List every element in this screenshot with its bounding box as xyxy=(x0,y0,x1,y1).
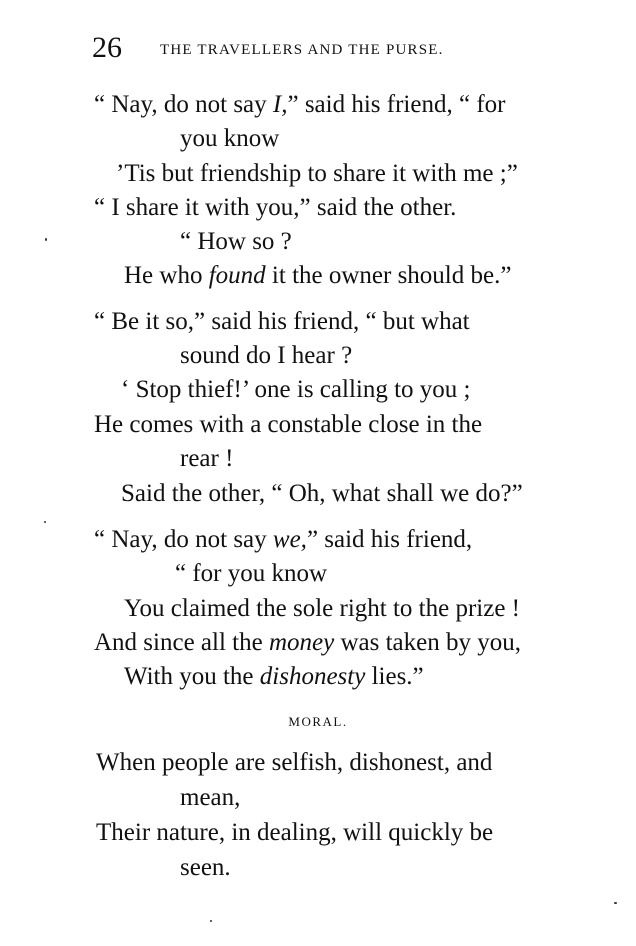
line-text: was taken by you, xyxy=(334,629,521,656)
line-text: And since all the xyxy=(94,629,269,656)
poem-line: “ How so ? xyxy=(180,228,292,255)
page-number: 26 xyxy=(92,31,122,64)
poem-line: you know xyxy=(180,125,280,152)
poem-line: When people are selfish, dishonest, and xyxy=(96,749,493,776)
scan-speck xyxy=(44,521,46,523)
poem-line xyxy=(124,260,511,292)
poem-line: rear ! xyxy=(180,445,234,472)
poem-line xyxy=(94,89,505,121)
poem-line: mean, xyxy=(180,784,241,811)
line-text: ” said his friend, xyxy=(306,526,473,553)
poem-line: Their nature, in dealing, will quickly be xyxy=(96,819,494,846)
poem-line xyxy=(94,524,472,556)
line-text: “ Nay, do not say xyxy=(94,526,273,553)
line-text: “ Nay, do not say xyxy=(94,91,273,118)
poem-line: “ for you know xyxy=(175,560,328,587)
poem-line xyxy=(94,627,521,659)
poem-line: “ I share it with you,” said the other. xyxy=(94,194,457,221)
moral-heading: MORAL. xyxy=(288,714,348,729)
scan-speck xyxy=(614,902,617,904)
poem-line xyxy=(124,661,424,693)
poem-line: ‘ Stop thief!’ one is calling to you ; xyxy=(121,376,471,403)
line-text: With you the xyxy=(124,663,260,690)
emphasis-text: I, xyxy=(272,91,288,118)
poem-line: ’Tis but friendship to share it with me ;” xyxy=(116,160,518,187)
poem-line: Said the other, “ Oh, what shall we do?” xyxy=(121,480,523,507)
poem-line: You claimed the sole right to the prize ! xyxy=(124,595,520,622)
poem-line: He comes with a constable close in the xyxy=(94,411,483,438)
emphasis-text: found xyxy=(208,262,266,289)
scan-speck xyxy=(210,920,212,922)
line-text: lies.” xyxy=(365,663,424,690)
scan-speck xyxy=(45,238,47,241)
emphasis-text: dishonesty xyxy=(259,663,366,690)
poem-line: seen. xyxy=(180,854,231,881)
emphasis-text: we, xyxy=(272,526,307,553)
emphasis-text: money xyxy=(268,629,335,656)
poem-line: “ Be it so,” said his friend, “ but what xyxy=(94,308,470,335)
line-text: it the owner should be.” xyxy=(265,262,512,289)
line-text: ” said his friend, “ for xyxy=(287,91,506,118)
line-text: He who xyxy=(124,262,209,289)
poem-line: sound do I hear ? xyxy=(180,342,353,369)
running-title: THE TRAVELLERS AND THE PURSE. xyxy=(160,42,444,58)
page-header xyxy=(88,28,558,68)
